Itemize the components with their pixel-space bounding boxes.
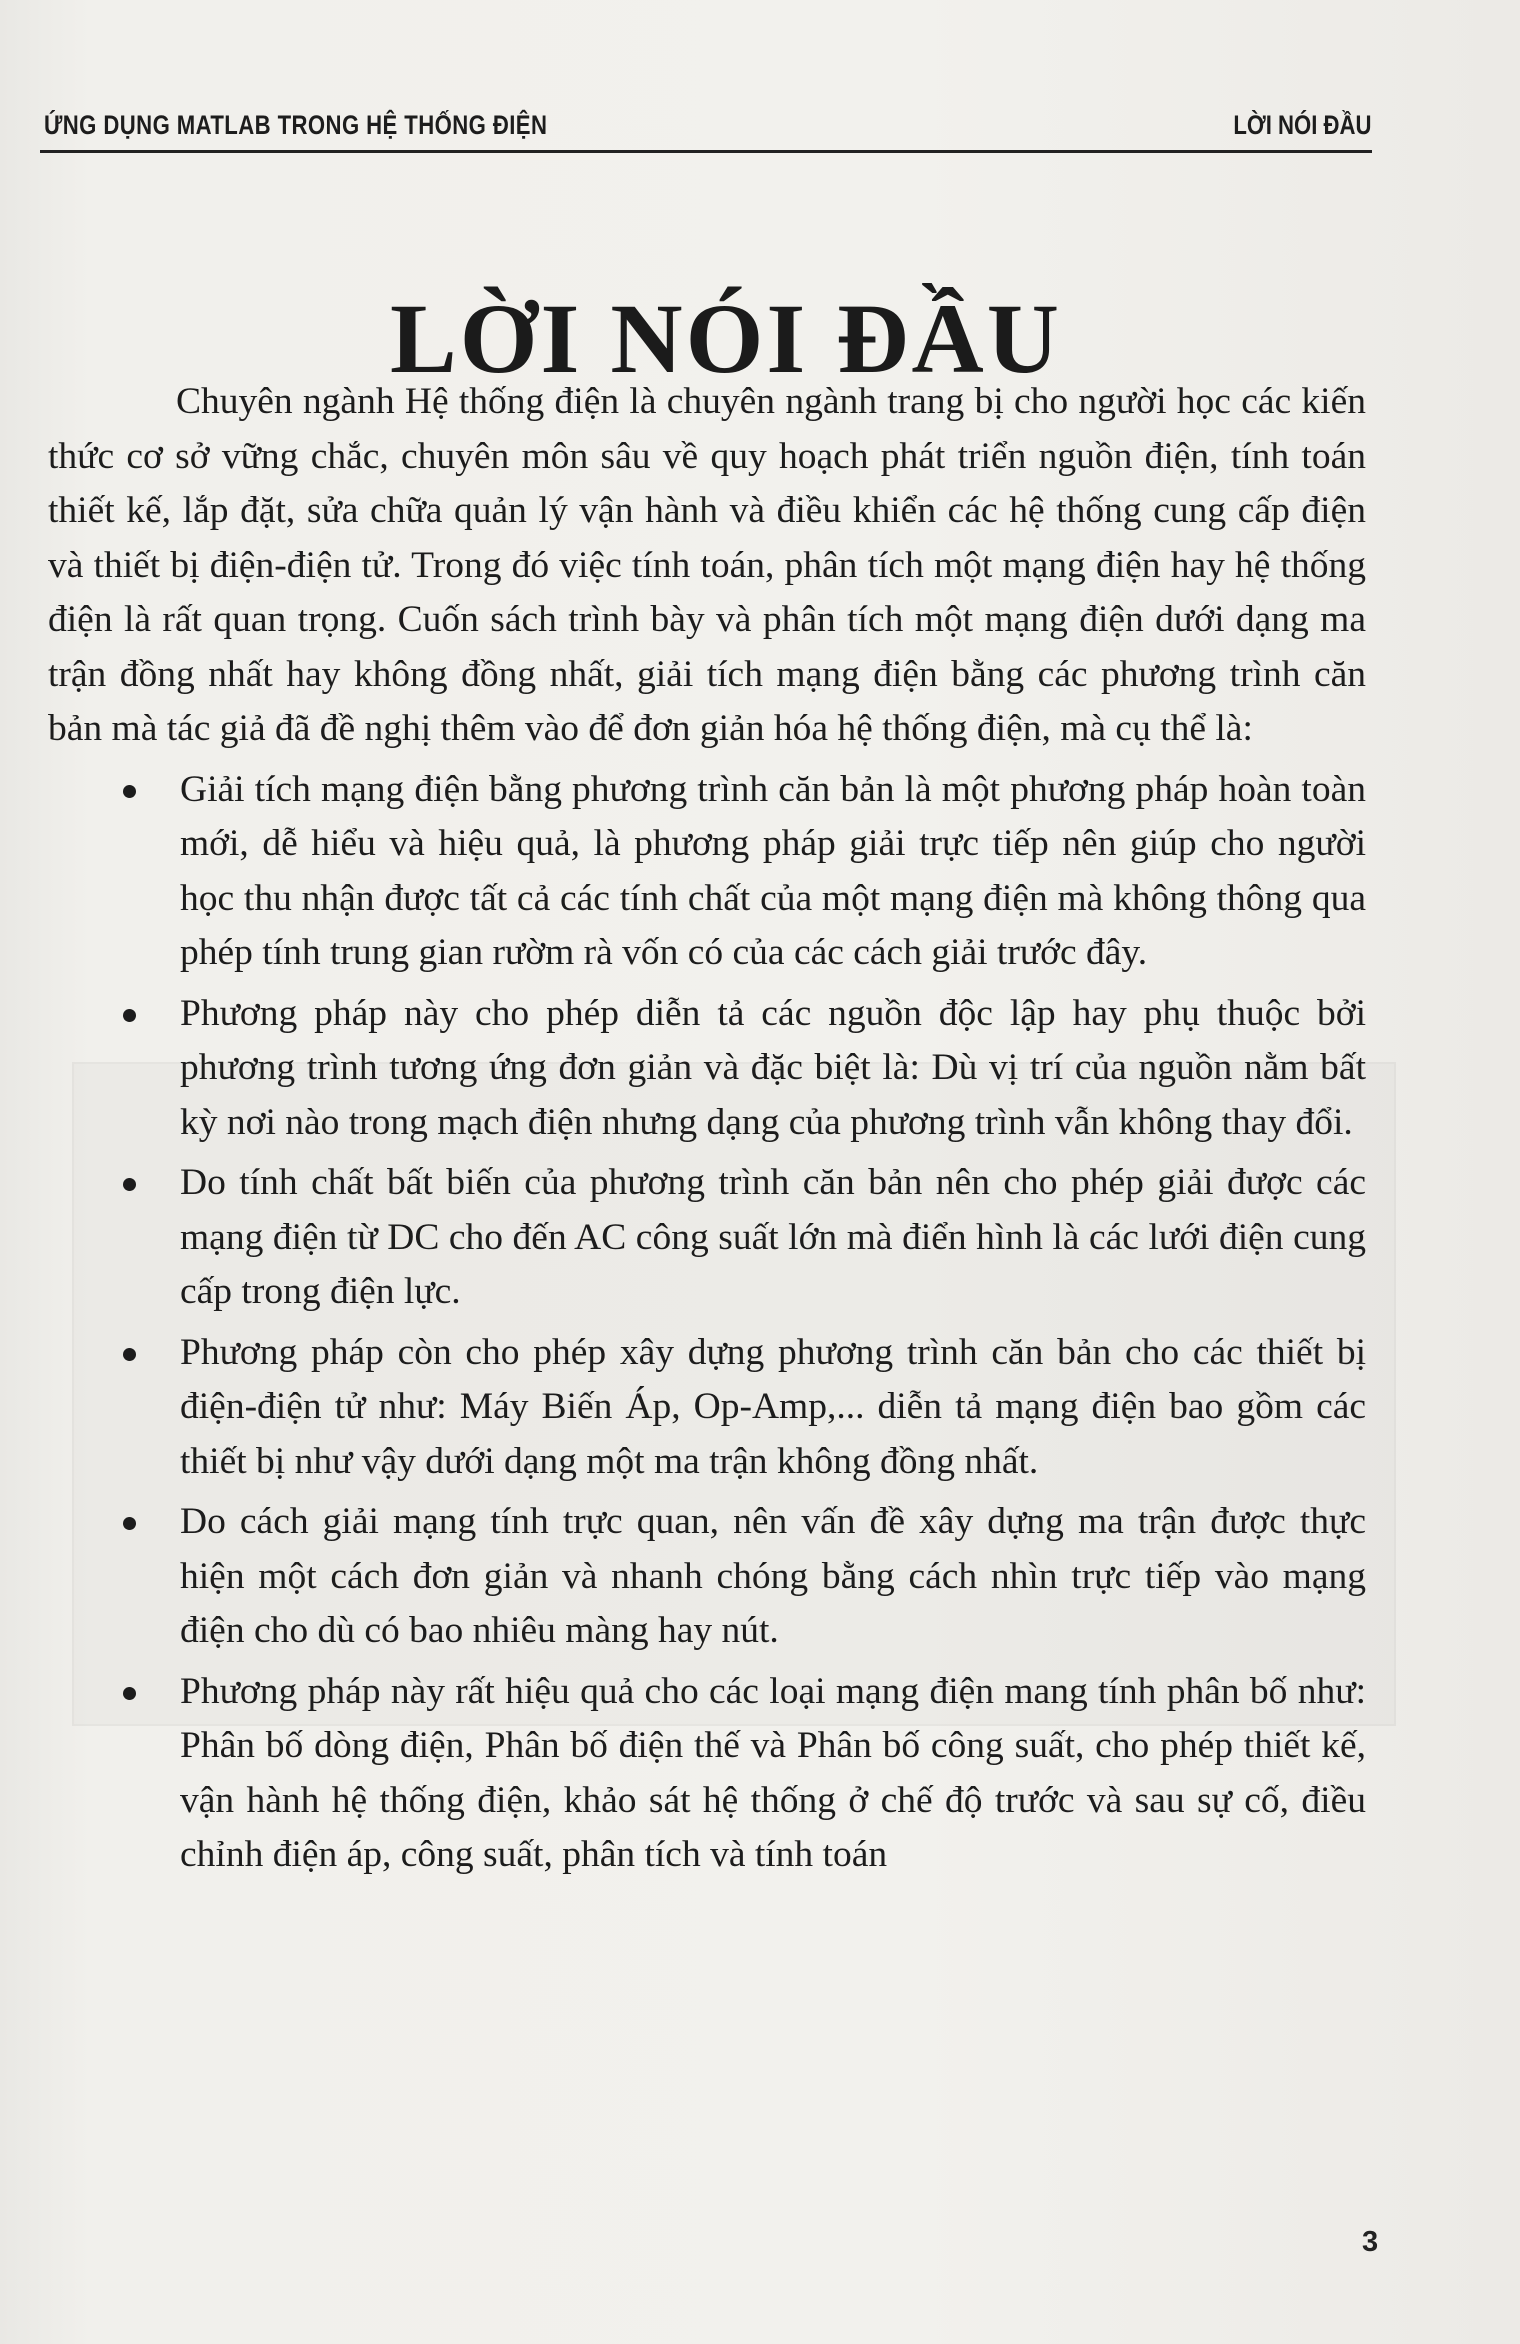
bullet-item — [48, 1156, 1366, 1320]
page-number: 3 — [1362, 2226, 1379, 2258]
running-header — [40, 104, 1372, 152]
running-header-book-title: ỨNG DỤNG MATLAB TRONG HỆ THỐNG ĐIỆN — [44, 110, 548, 140]
bullet-item — [48, 763, 1366, 981]
bullet-icon — [123, 1178, 136, 1191]
bullet-text: Do cách giải mạng tính trực quan, nên vấn đề xây dựng ma trận được thực hiện một cách đơn giản và nhanh chóng bằng cách nhìn trực tiếp vào mạng điện cho dù có bao nhiêu màng hay nút. — [180, 1501, 1366, 1651]
bullet-item — [48, 1665, 1366, 1883]
bullet-icon — [123, 1009, 136, 1022]
intro-paragraph: Chuyên ngành Hệ thống điện là chuyên ngành trang bị cho người học các kiến thức cơ sở vững chắc, chuyên môn sâu về quy hoạch phát triển nguồn điện, tính toán thiết kế, lắp đặt, sửa chữa quản lý vận hành và điều khiển các hệ thống cung cấp điện và thiết bị điện-điện tử. Trong đó việc tính toán, phân tích một mạng điện hay hệ thống điện là rất quan trọng. Cuốn sách trình bày và phân tích một mạng điện dưới dạng ma trận đồng nhất hay không đồng nhất, giải tích mạng điện bằng các phương trình căn bản mà tác giả đã đề nghị thêm vào để đơn giản hóa hệ thống điện, mà cụ thể là: — [48, 381, 1366, 749]
bullet-text: Giải tích mạng điện bằng phương trình căn bản là một phương pháp hoàn toàn mới, dễ hiểu và hiệu quả, là phương pháp giải trực tiếp nên giúp cho người học thu nhận được tất cả các tính chất của một mạng điện mà không thông qua phép tính trung gian rườm rà vốn có của các cách giải trước đây. — [180, 768, 1366, 973]
bullet-icon — [123, 1348, 136, 1361]
bullet-item — [48, 1495, 1366, 1659]
bullet-icon — [123, 785, 136, 798]
body-text — [48, 375, 1366, 1883]
bullet-item — [48, 1326, 1366, 1490]
bullet-text: Phương pháp này cho phép diễn tả các nguồn độc lập hay phụ thuộc bởi phương trình tương ứng đơn giản và đặc biệt là: Dù vị trí của nguồn nằm bất kỳ nơi nào trong mạch điện nhưng dạng của phương trình vẫn không thay đổi. — [180, 992, 1366, 1143]
bullet-list — [48, 763, 1366, 1883]
bullet-text: Phương pháp này rất hiệu quả cho các loại mạng điện mang tính phân bố như: Phân bố dòng điện, Phân bố điện thế và Phân bố công suất, cho phép thiết kế, vận hành hệ thống điện, khảo sát hệ thống ở chế độ trước và sau sự cố, điều chỉnh điện áp, công suất, phân tích và tính toán — [180, 1670, 1366, 1875]
page-title: LỜI NÓI ĐẦU — [390, 283, 1062, 394]
bullet-text: Do tính chất bất biến của phương trình căn bản nên cho phép giải được các mạng điện từ DC cho đến AC công suất lớn mà điển hình là các lưới điện cung cấp trong điện lực. — [180, 1162, 1366, 1312]
bullet-item — [48, 987, 1366, 1151]
bullet-text: Phương pháp còn cho phép xây dựng phương trình căn bản cho các thiết bị điện-điện tử như: Máy Biến Áp, Op-Amp,... diễn tả mạng điện bao gồm các thiết bị như vậy dưới dạng một ma trận không đồng nhất. — [180, 1331, 1366, 1482]
running-header-section: LỜI NÓI ĐẦU — [1233, 110, 1372, 140]
header-rule — [40, 150, 1372, 153]
bullet-icon — [123, 1517, 136, 1530]
bullet-icon — [123, 1687, 136, 1700]
